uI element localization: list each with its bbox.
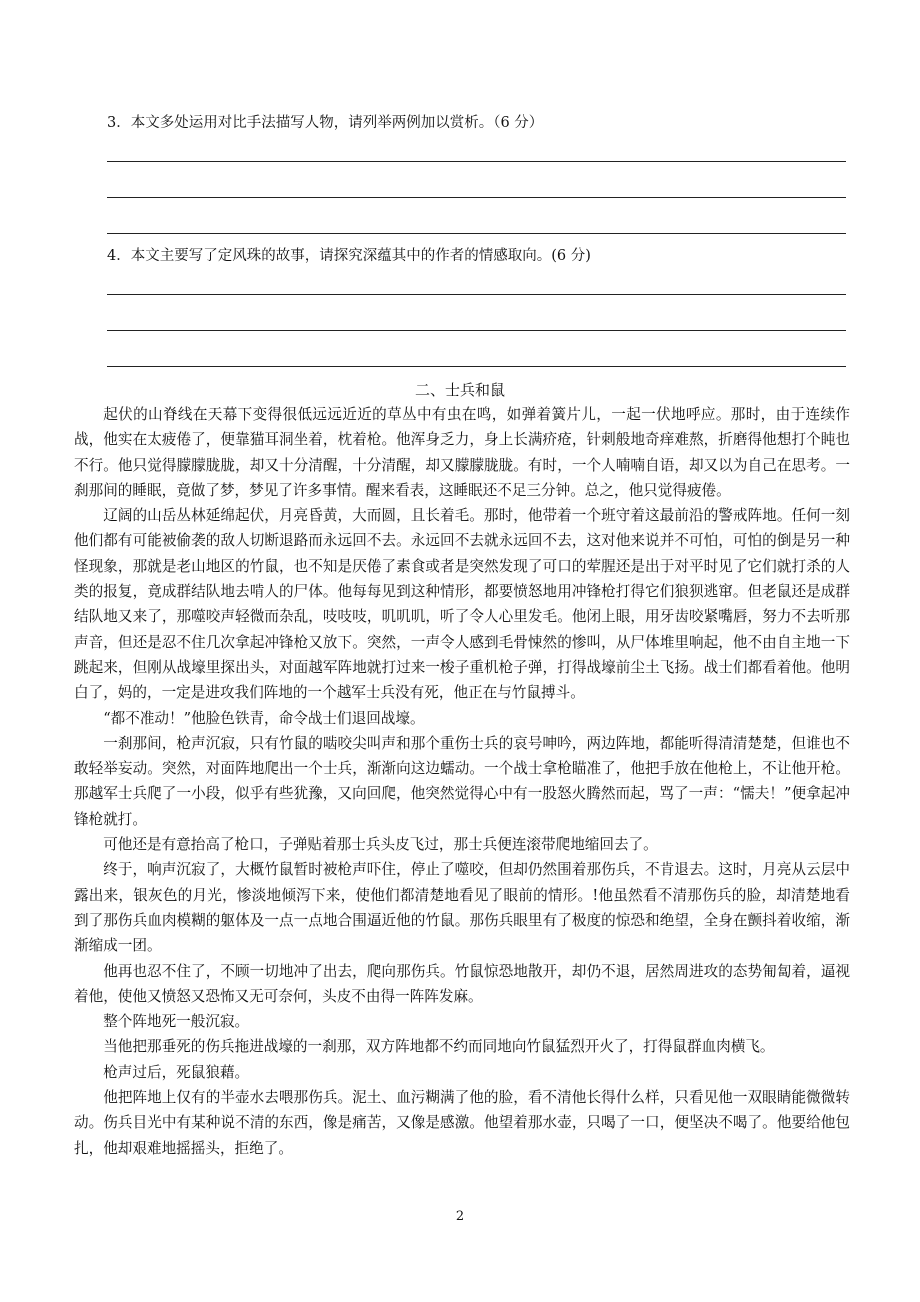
answer-line <box>107 330 846 331</box>
passage <box>74 402 850 1161</box>
paragraph: 他再也忍不住了，不顾一切地冲了出去，爬向那伤兵。竹鼠惊恐地散开，却仍不退，居然周进攻的态势匍匐着，逼视着他，使他又愤怒又恐怖又无可奈何，头皮不由得一阵阵发麻。 <box>74 962 850 1005</box>
paragraph: 他把阵地上仅有的半壶水去喂那伤兵。泥土、血污糊满了他的脸，看不清他长得什么样，只看见他一双眼睛能微微转动。伤兵目光中有某种说不清的东西，像是痛苦，又像是感激。他望着那水壶，只喝了一口，便坚决不喝了。他要给他包扎，他却艰难地摇摇头，拒绝了。 <box>74 1089 850 1157</box>
paragraph: 可他还是有意抬高了枪口，子弹贴着那士兵头皮飞过，那士兵便连滚带爬地缩回去了。 <box>103 836 658 854</box>
paragraph: 辽阔的山岳丛林延绵起伏，月亮昏黄，大而圆，且长着毛。那时，他带着一个班守着这最前沿的警戒阵地。任何一刻他们都有可能被偷袭的敌人切断退路而永远回不去。永远回不去就永远回不去，这对他来说并不可怕，可怕的倒是另一种怪现象，那就是老山地区的竹鼠，也不知是厌倦了素食或者是突然发现了可口的荤腥还是出于对平时见了它们就打杀的人类的报复，竟成群结队地去啃人的尸体。他每每见到这种情形，都要愤怒地用冲锋枪打得它们狼狈逃窜。但老鼠还是成群结队地又来了，那噬咬声轻微而杂乱，吱吱吱，叽叽叽，听了令人心里发毛。他闭上眼，用牙齿咬紧嘴唇，努力不去听那声音，但还是忍不住几次拿起冲锋枪又放下。突然，一声令人感到毛骨悚然的惨叫，从尸体堆里响起，他不由自主地一下跳起来，但刚从战壕里探出头，对面越军阵地就打过来一梭子重机枪子弹，打得战壕前尘土飞扬。战士们都看着他。他明白了，妈的，一定是进攻我们阵地的一个越军士兵没有死，他正在与竹鼠搏斗。 <box>74 507 850 702</box>
paragraph: 一刹那间，枪声沉寂，只有竹鼠的啮咬尖叫声和那个重伤士兵的哀号呻吟，两边阵地，都能听得清清楚楚，但谁也不敢轻举妄动。突然，对面阵地爬出一个士兵，渐渐向这边蠕动。一个战士拿枪瞄准了，他把手放在他枪上，不让他开枪。那越军士兵爬了一小段，似乎有些犹豫，又向回爬，他突然觉得心中有一股怒火腾然而起，骂了一声：“懦夫！”便拿起冲锋枪就打。 <box>74 734 850 828</box>
answer-line <box>107 197 846 198</box>
question-4: 4．本文主要写了定风珠的故事，请探究深蕴其中的作者的情感取向。(6 分) <box>107 248 591 264</box>
paragraph: 枪声过后，死鼠狼藉。 <box>103 1063 250 1081</box>
question-3: 3．本文多处运用对比手法描写人物，请列举两例加以赏析。（6 分） <box>107 115 544 131</box>
page-number: 2 <box>455 1209 465 1224</box>
answer-line <box>107 233 846 234</box>
section-title: 二、士兵和鼠 <box>414 381 505 399</box>
answer-line <box>107 161 846 162</box>
paragraph: 终于，响声沉寂了，大概竹鼠暂时被枪声吓住，停止了噬咬，但却仍然围着那伤兵，不肯退去。这时，月亮从云层中露出来，银灰色的月光，惨淡地倾泻下来，使他们都清楚地看见了眼前的情形。!他虽然看不清那伤兵的脸，却清楚地看到了那伤兵血肉模糊的躯体及一点一点地合围逼近他的竹鼠。那伤兵眼里有了极度的惊恐和绝望，全身在颤抖着收缩，渐渐缩成一团。 <box>74 861 850 955</box>
answer-line <box>107 294 846 295</box>
paragraph: 整个阵地死一般沉寂。 <box>103 1013 250 1031</box>
paragraph: 起伏的山脊线在天幕下变得很低远远近近的草丛中有虫在鸣，如弹着簧片儿，一起一伏地呼应。那时，由于连续作战，他实在太疲倦了，便靠猫耳洞坐着，枕着枪。他浑身乏力，身上长满疥疮，针刺般地奇痒难熬，折磨得他想打个盹也不行。他只觉得朦朦胧胧，却又十分清醒，十分清醒，却又朦朦胧胧。有时，一个人喃喃自语，却又以为自己在思考。一刹那间的睡眠，竟做了梦，梦见了许多事情。醒来看表，这睡眠还不足三分钟。总之，他只觉得疲倦。 <box>74 406 850 499</box>
answer-line <box>107 366 846 367</box>
paragraph: 当他把那垂死的伤兵拖进战壕的一刹那，双方阵地都不约而同地向竹鼠猛烈开火了，打得鼠群血肉横飞。 <box>103 1038 775 1056</box>
paragraph: “都不准动！”他脸色铁青，命令战士们退回战壕。 <box>103 709 425 727</box>
